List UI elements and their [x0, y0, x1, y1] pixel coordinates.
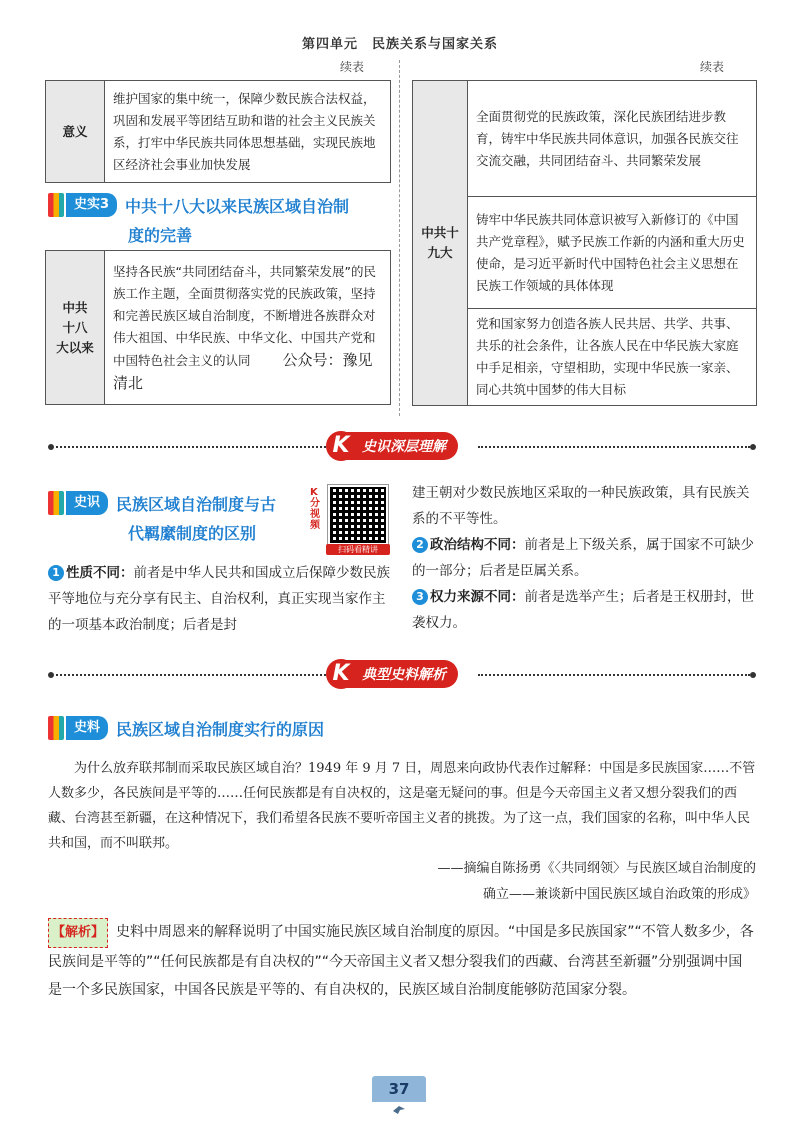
number-2-icon: 2	[412, 537, 428, 553]
banner-line-left	[56, 446, 326, 448]
banner-badge	[326, 660, 458, 688]
qr-caption: 扫码看精讲	[326, 544, 390, 555]
banner-dot-right	[750, 672, 756, 678]
shishi-point3	[412, 584, 757, 636]
point3-text: 前者是选举产生；后者是王权册封，世袭权力。	[412, 589, 754, 631]
video-qr-block[interactable]	[310, 485, 396, 555]
label-line2: 十八	[62, 319, 88, 335]
banner-dot-left	[48, 444, 54, 450]
banner-badge	[326, 432, 458, 460]
continued-label-right: 续表	[700, 60, 725, 74]
book-icon	[48, 716, 64, 740]
significance-label: 意义	[46, 81, 105, 183]
book-icon	[48, 491, 64, 515]
citation-line2: 确立——兼谈新中国民族区域自治政策的形成》	[482, 887, 756, 902]
qr-label: K分视频	[310, 487, 320, 531]
analysis-label: 【解析】	[48, 918, 108, 948]
banner-line-left	[56, 674, 326, 676]
point1-text: 前者是中华人民共和国成立后保障少数民族平等地位与充分享有民主、自治权利，真正实现当家作主的一项基本政治制度；后者是封	[48, 565, 390, 633]
point1-key: 性质不同：	[66, 565, 134, 581]
watermark-text: 公众号：豫见清北	[113, 350, 373, 392]
nineteenth-row3: 党和国家努力创造各族人民共居、共学、共事、共乐的社会条件，让各族人民在中华民族大家庭中手足相亲，守望相助，实现中华民族一家亲、同心共筑中国梦的伟大目标	[468, 309, 757, 406]
k-logo-icon: K	[326, 431, 356, 461]
section-banner-2	[48, 660, 758, 690]
label-line2: 九大	[427, 245, 453, 260]
k-logo-icon: K	[326, 659, 356, 689]
nineteenth-row2: 铸牢中华民族共同体意识被写入新修订的《中国共产党章程》，赋予民族工作新的内涵和重大历史使命，是习近平新时代中国特色社会主义思想在民族工作领域的具体体现	[468, 197, 757, 309]
column-divider	[399, 60, 400, 416]
shishi-heading	[48, 491, 276, 519]
nineteenth-congress-table	[412, 80, 757, 406]
nineteenth-congress-label	[413, 81, 468, 406]
continued-label-left: 续表	[340, 60, 365, 74]
point1-continued: 建王朝对少数民族地区采取的一种民族政策，具有民族关系的不平等性。	[412, 485, 750, 527]
shishi3-title-line2: 度的完善	[128, 226, 193, 245]
shishi-title-line2: 代羁縻制度的区别	[128, 524, 257, 543]
banner-dot-left	[48, 672, 54, 678]
banner-dot-right	[750, 444, 756, 450]
shishi-tag: 史识	[66, 491, 108, 515]
shishi3-title-line1: 中共十八大以来民族区域自治制	[125, 197, 350, 216]
book-icon	[48, 193, 64, 217]
banner-title: 史识深层理解	[344, 432, 458, 460]
citation-line1: ——摘编自陈扬勇《〈共同纲领〉与民族区域自治制度的	[437, 861, 756, 876]
label-line3: 大以来	[56, 339, 94, 355]
shiliao-title: 民族区域自治制度实行的原因	[116, 720, 325, 739]
significance-text: 维护国家的集中统一，保障少数民族合法权益，巩固和发展平等团结互助和谐的社会主义民族关系，打牢中华民族共同体思想基础，实现民族地区经济社会事业加快发展	[105, 81, 391, 183]
eighteenth-text: 坚持各民族“共同团结奋斗，共同繁荣发展”的民族工作主题，全面贯彻落实党的民族政策，坚持和完善民族区域自治制度，不断增进各族群众对伟大祖国、中华民族、中华文化、中国共产党和中国特色社会主义的认同	[113, 263, 376, 368]
point2-key: 政治结构不同：	[430, 537, 525, 553]
eighteenth-congress-label	[46, 251, 105, 405]
significance-table	[45, 80, 391, 183]
shiliao-heading	[48, 716, 324, 744]
nineteenth-row1: 全面贯彻党的民族政策，深化民族团结进步教育，铸牢中华民族共同体意识，加强各民族交往交流交融，共同团结奋斗、共同繁荣发展	[468, 81, 757, 197]
shiliao-tag: 史料	[66, 716, 108, 740]
page-header-title: 第四单元 民族关系与国家关系	[301, 37, 498, 52]
number-3-icon: 3	[412, 589, 428, 605]
source-passage: 为什么放弃联邦制而采取民族区域自治？1949 年 9 月 7 日，周恩来向政协代表作过解释：中国是多民族国家……不管人数多少，各民族间是平等的……任何民族都是有自决权的，这是毫无疑问的事。但是今天帝国主义者又想分裂我们的西藏、台湾甚至新疆，在这种情况下，我们希望各民族不要听帝国主义者的挑拨。为了这一点，我们国家的名称，叫中华人民共和国，而不叫联邦。	[48, 761, 756, 851]
banner-title: 典型史料解析	[344, 660, 458, 688]
shishi-point2	[412, 532, 757, 584]
qr-code-icon[interactable]	[328, 485, 388, 545]
shishi3-tag: 史实3	[66, 193, 117, 217]
banner-line-right	[478, 674, 750, 676]
eighteenth-congress-table	[45, 250, 391, 405]
page-number: 37	[372, 1076, 426, 1102]
eighteenth-congress-text	[105, 251, 391, 405]
shishi3-heading	[48, 193, 398, 221]
shishi-point1	[48, 560, 393, 638]
section-banner-1	[48, 432, 758, 462]
point2-text: 前者是上下级关系，属于国家不可缺少的一部分；后者是臣属关系。	[412, 537, 754, 579]
number-1-icon: 1	[48, 565, 64, 581]
bird-icon	[392, 1103, 406, 1115]
analysis-paragraph	[48, 918, 756, 1004]
point3-key: 权力来源不同：	[430, 589, 525, 605]
label-line1: 中共	[62, 299, 88, 315]
label-line1: 中共十	[421, 225, 459, 240]
analysis-text: 史料中周恩来的解释说明了中国实施民族区域自治制度的原因。“中国是多民族国家”“不管人数多少，各民族间是平等的”“任何民族都是有自决权的”“今天帝国主义者又想分裂我们的西藏、台湾甚至新疆”分别强调中国是一个多民族国家，中国各民族是平等的、有自决权的，民族区域自治制度能够防范国家分裂。	[48, 924, 754, 998]
shishi-title-line1: 民族区域自治制度与古	[116, 495, 277, 514]
banner-line-right	[478, 446, 750, 448]
shishi-right-column	[412, 480, 757, 636]
